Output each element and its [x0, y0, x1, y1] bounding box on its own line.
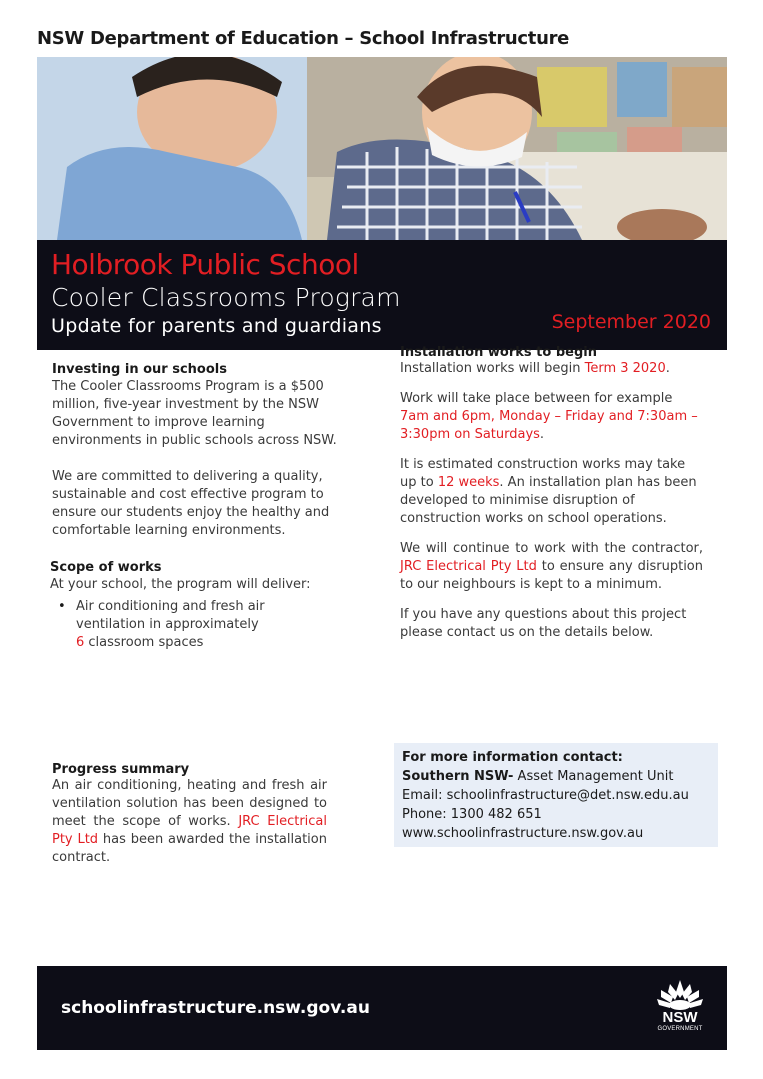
- progress-contractor: JRC Electrical Pty Ltd: [52, 814, 327, 847]
- school-name: Holbrook Public School: [51, 248, 359, 281]
- waratah-icon: [653, 978, 707, 1012]
- program-name: Cooler Classrooms Program: [51, 283, 401, 312]
- contact-phone[interactable]: Phone: 1300 482 651: [402, 807, 542, 822]
- investing-heading: Investing in our schools: [52, 362, 227, 377]
- install-start-end: .: [665, 361, 670, 376]
- installation-paragraph-1: [400, 360, 703, 378]
- scope-heading: Scope of works: [50, 560, 162, 575]
- scope-item-text: Air conditioning and fresh air ventilation in approximately: [76, 599, 265, 632]
- installation-paragraph-4: [400, 540, 703, 594]
- progress-text-b: has been awarded the installation contract.: [52, 832, 327, 865]
- progress-heading: Progress summary: [52, 762, 190, 777]
- contact-region: Southern NSW-: [402, 769, 514, 784]
- audience-line: Update for parents and guardians: [51, 315, 382, 337]
- investing-section: [52, 362, 342, 540]
- install-start-text: Installation works will begin: [400, 361, 585, 376]
- contact-unit-name: Asset Management Unit: [513, 769, 674, 784]
- installation-section: [400, 345, 703, 642]
- footer-url-link[interactable]: schoolinfrastructure.nsw.gov.au: [61, 998, 370, 1018]
- installation-heading: Installation works to begin: [400, 345, 597, 360]
- installation-paragraph-3: [400, 456, 703, 528]
- contact-email[interactable]: Email: schoolinfrastructure@det.nsw.edu.au: [402, 788, 689, 803]
- nsw-logo-text: NSW: [662, 1009, 698, 1026]
- investing-paragraph-1: The Cooler Classrooms Program is a $500 million, five-year investment by the NSW Government to improve learning environments in public schools across NSW.: [52, 379, 337, 448]
- contractor-text-b: to ensure any disruption to our neighbours is kept to a minimum.: [400, 559, 703, 592]
- duration-weeks: 12 weeks: [437, 475, 500, 490]
- investing-paragraph-2: We are committed to delivering a quality, sustainable and cost effective program to ensure our students enjoy the healthy and comfortable learning environments.: [52, 469, 330, 538]
- contact-heading: For more information contact:: [402, 750, 623, 765]
- classroom-photo-illustration: [37, 57, 727, 240]
- work-hours-end: .: [539, 427, 545, 442]
- government-logo-text: GOVERNMENT: [657, 1026, 703, 1032]
- installation-paragraph-2: [400, 390, 703, 444]
- title-banner: [37, 240, 727, 350]
- contractor-name: JRC Electrical Pty Ltd: [400, 559, 537, 574]
- progress-section: [52, 762, 327, 867]
- scope-list: [58, 598, 288, 652]
- duration-text: It is estimated construction works may take up to: [400, 457, 686, 490]
- duration-text-b: . An installation plan has been developed to minimise disruption of construction works on school operations.: [400, 475, 697, 526]
- contact-box: [394, 743, 718, 847]
- hero-photo: [37, 57, 727, 240]
- scope-item-suffix: classroom spaces: [84, 635, 204, 650]
- footer-bar: [37, 966, 727, 1050]
- progress-text-a: An air conditioning, heating and fresh air ventilation solution has been designed to meet the scope of works.: [52, 778, 327, 829]
- contact-website[interactable]: www.schoolinfrastructure.nsw.gov.au: [402, 826, 644, 841]
- contractor-text: We will continue to work with the contractor,: [400, 541, 703, 556]
- issue-date: September 2020: [551, 311, 711, 333]
- scope-section: [50, 560, 340, 652]
- page-header-title: NSW Department of Education – School Infrastructure: [37, 28, 570, 49]
- install-term: Term 3 2020: [584, 361, 666, 376]
- scope-list-item: [58, 598, 288, 652]
- work-hours: 7am and 6pm, Monday – Friday and 7:30am – 3:30pm on Saturdays: [400, 409, 698, 442]
- scope-intro: At your school, the program will deliver:: [50, 577, 311, 592]
- classroom-count: 6: [76, 635, 85, 650]
- installation-paragraph-5: If you have any questions about this project please contact us on the details below.: [400, 607, 687, 640]
- nsw-government-logo: [653, 978, 707, 1040]
- contact-unit: [402, 767, 710, 786]
- progress-paragraph: [52, 777, 327, 867]
- work-hours-text: Work will take place between for example: [400, 391, 673, 406]
